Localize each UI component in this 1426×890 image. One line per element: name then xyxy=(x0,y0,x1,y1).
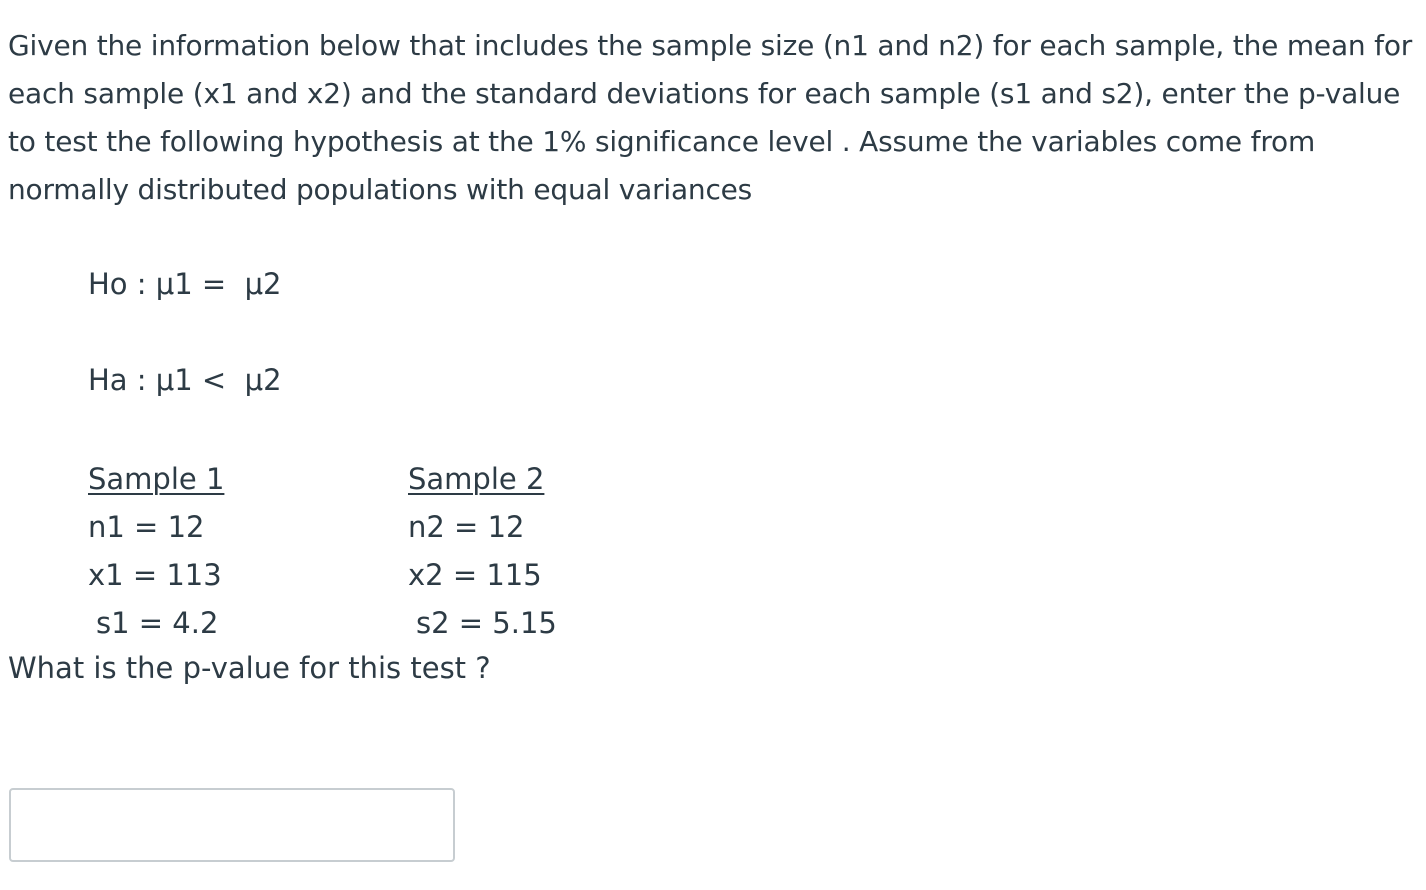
sample-1-sd: s1 = 4.2 xyxy=(96,606,219,640)
sample-2-column xyxy=(408,455,557,647)
sample-1-header: Sample 1 xyxy=(88,462,225,496)
question-text: Given the information below that includes the sample size (n1 and n2) for each sample, the mean for each sample (x1 and x2) and the standard deviations for each sample (s1 and s2), enter the p-value to test the following hypothesis at the 1% significance level . Assume the variables come from normally distributed populations with equal variances xyxy=(8,29,1413,206)
sample-2-header: Sample 2 xyxy=(408,462,545,496)
null-hypothesis: Ho : μ1 = μ2 xyxy=(88,267,282,301)
alternative-hypothesis: Ha : μ1 < μ2 xyxy=(88,363,282,397)
sample-2-size: n2 = 12 xyxy=(408,510,525,544)
p-value-answer-input[interactable] xyxy=(9,788,455,862)
sample-1-column xyxy=(88,455,224,647)
sample-1-mean: x1 = 113 xyxy=(88,558,222,592)
sample-2-sd: s2 = 5.15 xyxy=(416,606,557,640)
p-value-prompt: What is the p-value for this test ? xyxy=(8,651,491,685)
sample-2-mean: x2 = 115 xyxy=(408,558,542,592)
sample-1-size: n1 = 12 xyxy=(88,510,205,544)
